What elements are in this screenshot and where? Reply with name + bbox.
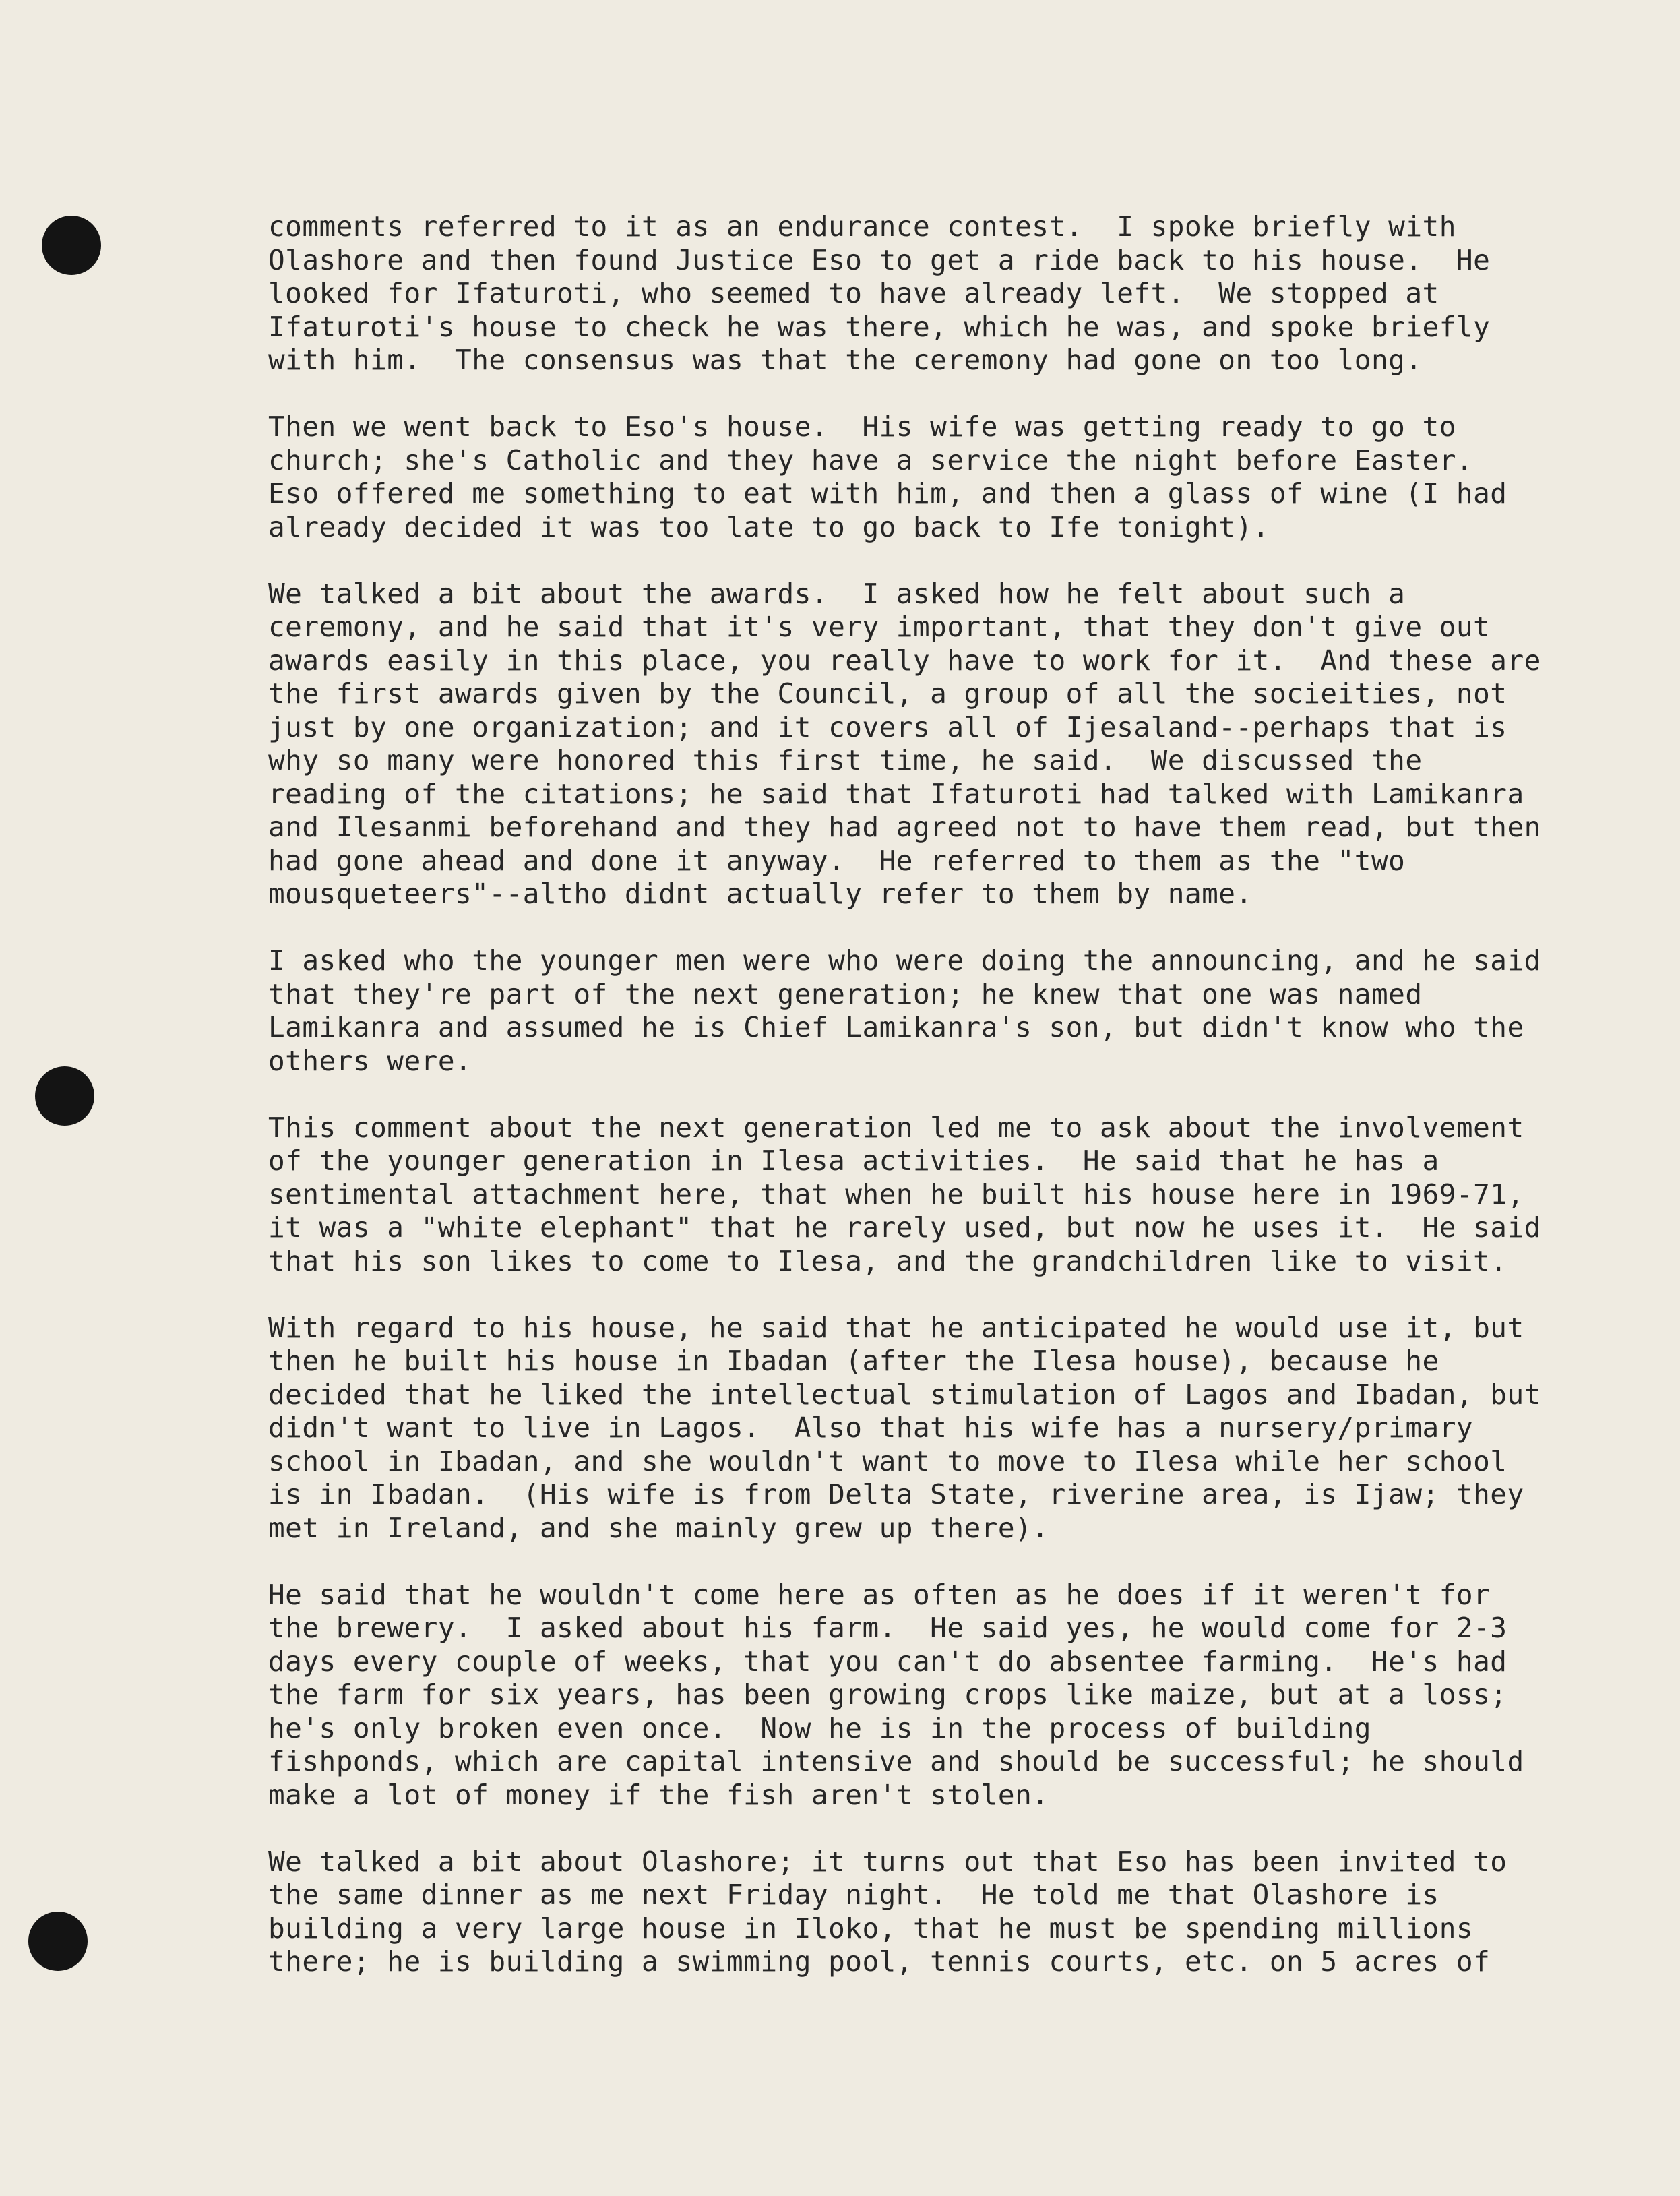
text-line: Lamikanra and assumed he is Chief Lamikanra's son, but didn't know who the xyxy=(268,1011,1524,1043)
punch-hole-top xyxy=(42,216,101,275)
text-line: there; he is building a swimming pool, tennis courts, etc. on 5 acres of xyxy=(268,1945,1491,1978)
text-line: make a lot of money if the fish aren't stolen. xyxy=(268,1778,1049,1811)
paragraph xyxy=(268,944,1541,1078)
text-line: the first awards given by the Council, a group of all the socieities, not xyxy=(268,677,1507,710)
text-line: is in Ibadan. (His wife is from Delta State, riverine area, is Ijaw; they xyxy=(268,1478,1524,1511)
text-line: looked for Ifaturoti, who seemed to have already left. We stopped at xyxy=(268,277,1439,309)
text-line: that they're part of the next generation; he knew that one was named xyxy=(268,977,1423,1010)
text-line: then he built his house in Ibadan (after the Ilesa house), because he xyxy=(268,1345,1439,1377)
typed-text-body xyxy=(268,210,1541,2012)
text-line: the same dinner as me next Friday night. He told me that Olashore is xyxy=(268,1879,1439,1911)
text-line: Olashore and then found Justice Eso to get a ride back to his house. He xyxy=(268,243,1491,276)
text-line: the farm for six years, has been growing crops like maize, but at a loss; xyxy=(268,1678,1507,1711)
text-line: already decided it was too late to go back to Ife tonight). xyxy=(268,510,1270,543)
text-line: school in Ibadan, and she wouldn't want to move to Ilesa while her school xyxy=(268,1444,1507,1477)
text-line: others were. xyxy=(268,1044,472,1077)
text-line: days every couple of weeks, that you can't do absentee farming. He's had xyxy=(268,1645,1507,1678)
text-line: sentimental attachment here, that when he built his house here in 1969-71, xyxy=(268,1178,1524,1211)
paragraph xyxy=(268,410,1528,544)
text-line: of the younger generation in Ilesa activities. He said that he has a xyxy=(268,1145,1439,1177)
text-line: church; she's Catholic and they have a service the night before Easter. xyxy=(268,444,1474,477)
text-line: ceremony, and he said that it's very important, that they don't give out xyxy=(268,611,1491,643)
punch-hole-bottom xyxy=(28,1912,88,1971)
text-line: We talked a bit about the awards. I asked how he felt about such a xyxy=(268,577,1406,610)
text-line: He said that he wouldn't come here as often as he does if it weren't for xyxy=(268,1578,1491,1611)
text-line: This comment about the next generation led me to ask about the involvement xyxy=(268,1111,1524,1144)
text-line: fishponds, which are capital intensive and should be successful; he should xyxy=(268,1745,1524,1777)
paragraph xyxy=(268,1846,1528,1979)
text-line: I asked who the younger men were who were doing the announcing, and he said xyxy=(268,944,1541,977)
text-line: and Ilesanmi beforehand and they had agreed not to have them read, but then xyxy=(268,811,1541,843)
text-line: Eso offered me something to eat with him, and then a glass of wine (I had xyxy=(268,477,1507,510)
text-line: decided that he liked the intellectual stimulation of Lagos and Ibadan, but xyxy=(268,1378,1541,1411)
text-line: Then we went back to Eso's house. His wife was getting ready to go to xyxy=(268,410,1456,443)
text-line: reading of the citations; he said that Ifaturoti had talked with Lamikanra xyxy=(268,777,1524,810)
paragraph xyxy=(268,1111,1541,1279)
paragraph xyxy=(268,577,1541,911)
text-line: met in Ireland, and she mainly grew up there). xyxy=(268,1511,1049,1544)
text-line: just by one organization; and it covers all of Ijesaland--perhaps that is xyxy=(268,710,1507,743)
text-line: awards easily in this place, you really have to work for it. And these are xyxy=(268,644,1541,677)
paragraph xyxy=(268,1579,1528,1812)
paragraph xyxy=(268,210,1528,377)
text-line: why so many were honored this first time, he said. We discussed the xyxy=(268,744,1423,776)
text-line: with him. The consensus was that the ceremony had gone on too long. xyxy=(268,344,1423,376)
text-line: mousqueteers"--altho didnt actually refer to them by name. xyxy=(268,878,1253,910)
text-line: had gone ahead and done it anyway. He referred to them as the "two xyxy=(268,844,1406,877)
text-line: didn't want to live in Lagos. Also that his wife has a nursery/primary xyxy=(268,1411,1474,1444)
paragraph xyxy=(268,1311,1541,1546)
text-line: building a very large house in Iloko, that he must be spending millions xyxy=(268,1912,1474,1945)
text-line: it was a "white elephant" that he rarely used, but now he uses it. He said xyxy=(268,1211,1541,1244)
text-line: comments referred to it as an endurance contest. I spoke briefly with xyxy=(268,210,1456,243)
text-line: that his son likes to come to Ilesa, and the grandchildren like to visit. xyxy=(268,1244,1507,1277)
text-line: We talked a bit about Olashore; it turns out that Eso has been invited to xyxy=(268,1845,1507,1878)
text-line: the brewery. I asked about his farm. He said yes, he would come for 2-3 xyxy=(268,1612,1507,1644)
text-line: Ifaturoti's house to check he was there, which he was, and spoke briefly xyxy=(268,310,1491,343)
text-line: he's only broken even once. Now he is in the process of building xyxy=(268,1711,1371,1744)
punch-hole-middle xyxy=(35,1066,94,1126)
text-line: With regard to his house, he said that he anticipated he would use it, but xyxy=(268,1311,1524,1344)
